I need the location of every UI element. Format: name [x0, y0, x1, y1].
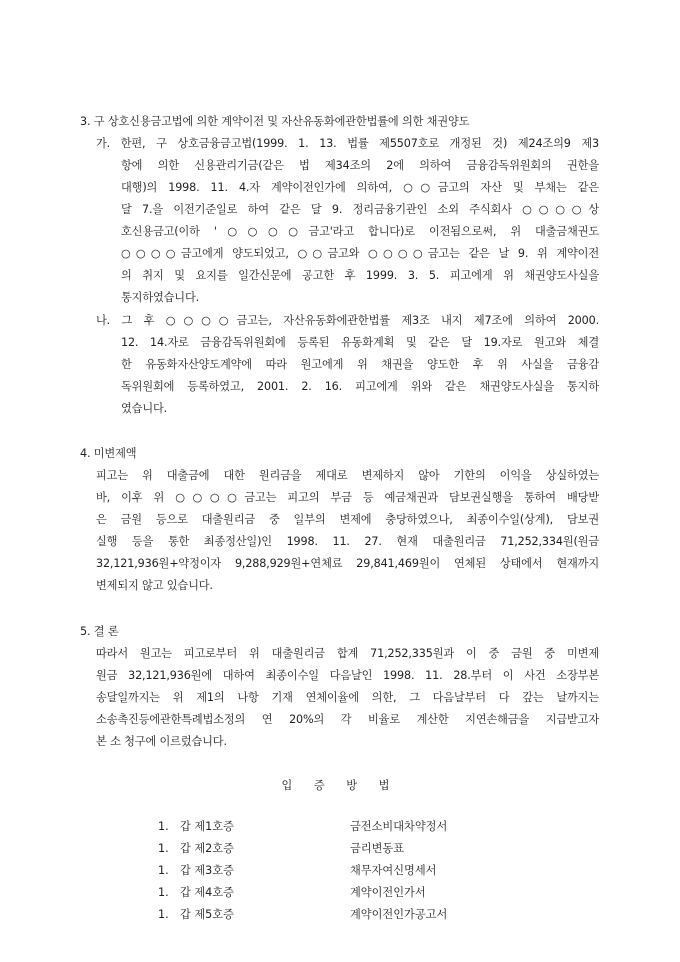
section4-line: 변제되지 않고 있습니다. — [96, 579, 213, 592]
evidence-title: 계약이전인가서 — [350, 886, 426, 899]
evidence-code: 갑 제5호증 — [180, 908, 234, 921]
evidence-heading: 입 증 방 법 — [281, 779, 399, 792]
section4-line: 32,121,936원+약정이자 9,288,929원+연체료 29,841,469원이 연체된 상태에서 현재까지 — [96, 557, 599, 570]
section3-item-b-line: 독위원회에 등록하였고, 2001. 2. 16. 피고에게 위와 같은 채권양도사실을 통지하 — [121, 380, 599, 393]
section3-item-b-line: 한 유동화자산양도계약에 따라 원고에게 위 채권을 양도한 후 위 사실을 금융감 — [121, 358, 599, 371]
section5-line: 따라서 원고는 피고로부터 위 대출원리금 합계 71,252,335원과 이 중 금원 중 미변제 — [96, 647, 599, 660]
section3-item-a-line: ○○○○금고에게 양도되었고, ○○금고와 ○○○○금고는 같은 날 9. 위 계약이전 — [121, 247, 599, 260]
evidence-number: 1. — [158, 842, 169, 855]
evidence-number: 1. — [158, 820, 169, 833]
evidence-code: 갑 제3호증 — [180, 864, 234, 877]
section3-heading: 3. 구 상호신용금고법에 의한 계약이전 및 자산유동화에관한법률에 의한 채권양도 — [80, 115, 470, 128]
evidence-item — [158, 907, 498, 922]
evidence-title: 금전소비대차약정서 — [350, 820, 448, 833]
section5-line: 송달일까지는 위 제1의 나항 기재 연체이율에 의한, 그 다음날부터 다 갚는 날까지는 — [96, 691, 599, 704]
section3-item-a-line: 달 7.을 이전기준일로 하여 같은 달 9. 정리금융기관인 소외 주식회사 ○○○○상 — [121, 203, 599, 216]
evidence-code: 갑 제1호증 — [180, 820, 234, 833]
section3-item-b-line: 12. 14.자로 금융감독위원회에 등록된 유동화계획 및 같은 달 19.자로 원고와 체결 — [121, 336, 599, 349]
section4-heading: 4. 미변제액 — [80, 447, 137, 460]
evidence-item — [158, 885, 498, 900]
section3-item-a-line: 가. 한편, 구 상호금융금고법(1999. 1. 13. 법률 제5507호로 개정된 것) 제24조의9 제3 — [96, 137, 599, 150]
section3-item-a-line: 호신용금고(이하 '○○○○금고'라고 합니다)로 이전됨으로써, 위 대출금채권도 — [121, 225, 599, 238]
evidence-number: 1. — [158, 864, 169, 877]
section4-line: 피고는 위 대출금에 대한 원리금을 제대로 변제하지 않아 기한의 이익을 상실하였는 — [96, 469, 599, 482]
section5-line: 원금 32,121,936원에 대하여 최종이수일 다음날인 1998. 11. 28.부터 이 사건 소장부본 — [96, 669, 599, 682]
section3-item-b-line: 였습니다. — [121, 402, 168, 415]
evidence-code: 갑 제2호증 — [180, 842, 234, 855]
section3-item-a-line: 통지하였습니다. — [121, 291, 200, 304]
evidence-title: 계약이전인가공고서 — [350, 908, 448, 921]
evidence-title: 채무자여신명세서 — [350, 864, 437, 877]
evidence-item — [158, 841, 498, 856]
evidence-title: 금리변동표 — [350, 842, 405, 855]
section3-item-a-line: 대행)의 1998. 11. 4.자 계약이전인가에 의하여, ○○금고의 자산 및 부채는 같은 — [121, 181, 599, 194]
section5-line: 본 소 청구에 이르렀습니다. — [96, 735, 227, 748]
evidence-number: 1. — [158, 908, 169, 921]
section5-heading: 5. 결 론 — [80, 625, 119, 638]
section3-item-b-line: 나. 그 후 ○○○○금고는, 자산유동화에관한법률 제3조 내지 제7조에 의하여 2000. — [96, 314, 599, 327]
section4-line: 실행 등을 통한 최종정산일)인 1998. 11. 27. 현재 대출원리금 71,252,334원(원금 — [96, 535, 599, 548]
evidence-item — [158, 819, 498, 834]
section5-line: 소송촉진등에관한특례법소정의 연 20%의 각 비율로 계산한 지연손해금을 지급받고자 — [96, 713, 599, 726]
evidence-code: 갑 제4호증 — [180, 886, 234, 899]
section4-line: 바, 이후 위 ○○○○금고는 피고의 부금 등 예금채권과 담보권실행을 통하여 배당받 — [96, 491, 599, 504]
evidence-item — [158, 863, 498, 878]
section3-item-a-line: 의 취지 및 요지를 일간신문에 공고한 후 1999. 3. 5. 피고에게 위 채권양도사실을 — [121, 269, 599, 282]
evidence-number: 1. — [158, 886, 169, 899]
section4-line: 은 금원 등으로 대출원리금 중 일부의 변제에 충당하였으나, 최종이수일(상계), 담보권 — [96, 513, 599, 526]
section3-item-a-line: 항에 의한 신용관리기금(같은 법 제34조의 2에 의하여 금융감독위원회의 권한을 — [121, 159, 599, 172]
